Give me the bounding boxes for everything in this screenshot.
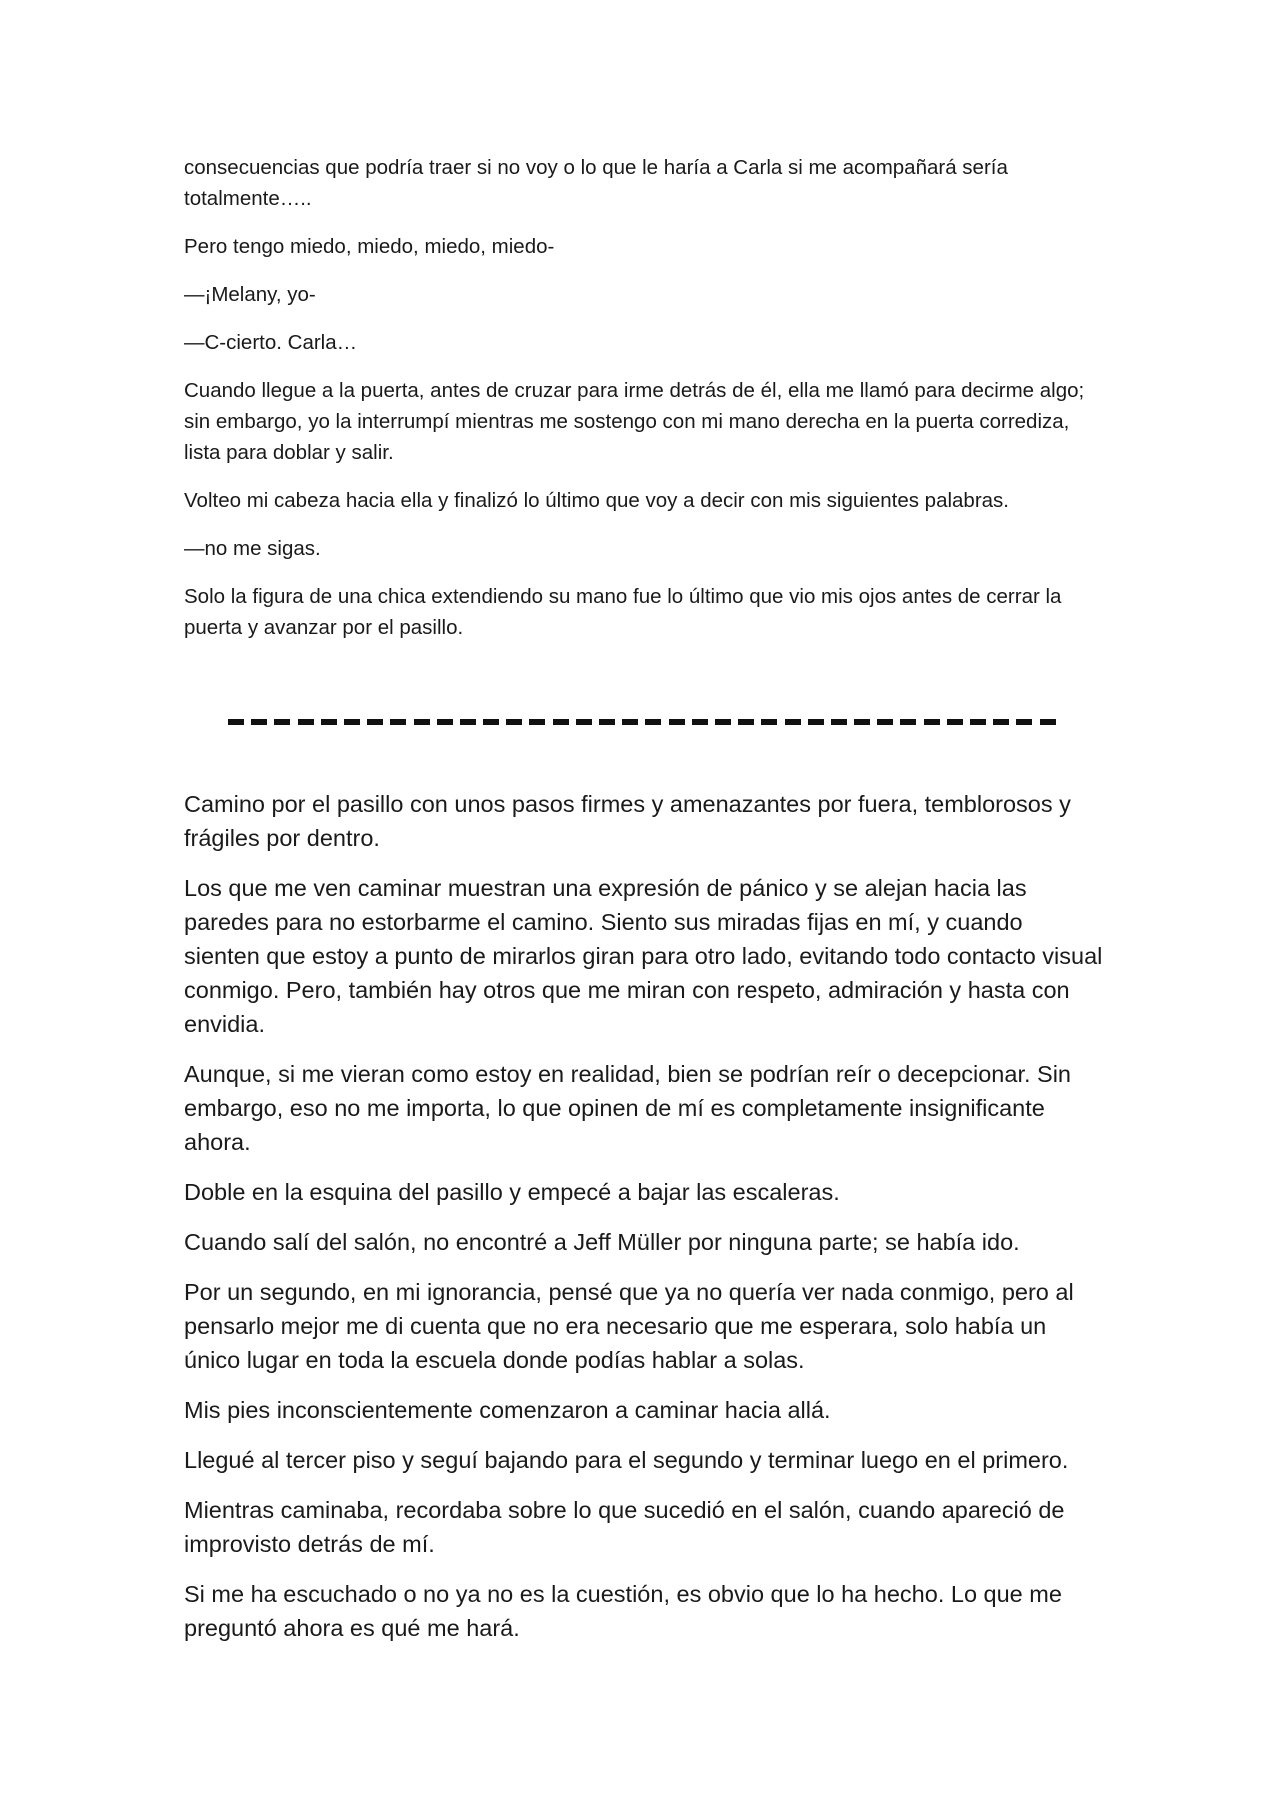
paragraph: Solo la figura de una chica extendiendo su mano fue lo último que vio mis ojos antes de cerrar la puerta y avanzar por el pasillo. xyxy=(184,585,1062,639)
divider-dash xyxy=(529,719,545,725)
divider-dash xyxy=(228,719,244,725)
paragraph: consecuencias que podría traer si no voy o lo que le haría a Carla si me acompañará sería totalmente….. xyxy=(184,156,1008,210)
paragraph: Cuando salí del salón, no encontré a Jeff Müller por ninguna parte; se había ido. xyxy=(184,1229,1020,1255)
divider-dash xyxy=(506,719,522,725)
divider-dash xyxy=(460,719,476,725)
divider-dash xyxy=(576,719,592,725)
divider-dash xyxy=(669,719,685,725)
paragraph: Llegué al tercer piso y seguí bajando para el segundo y terminar luego en el primero. xyxy=(184,1447,1069,1473)
paragraph: —no me sigas. xyxy=(184,537,321,560)
divider-dash xyxy=(1016,719,1032,725)
divider-dash xyxy=(831,719,847,725)
section-divider xyxy=(228,707,1056,737)
divider-dash xyxy=(599,719,615,725)
paragraph: Pero tengo miedo, miedo, miedo, miedo- xyxy=(184,235,555,258)
divider-dash xyxy=(738,719,754,725)
divider-dash xyxy=(437,719,453,725)
paragraph: Los que me ven caminar muestran una expresión de pánico y se alejan hacia las paredes para no estorbarme el camino. Siento sus miradas fijas en mí, y cuando sienten que estoy a punto de mirarlos giran para otro lado, evitando todo contacto visual conmigo. Pero, también hay otros que me miran con respeto, admiración y hasta con envidia. xyxy=(184,875,1103,1037)
divider-dash xyxy=(947,719,963,725)
paragraph: Mientras caminaba, recordaba sobre lo que sucedió en el salón, cuando apareció de improvisto detrás de mí. xyxy=(184,1497,1065,1557)
divider-dash xyxy=(924,719,940,725)
divider-dash xyxy=(854,719,870,725)
divider-dash xyxy=(808,719,824,725)
divider-dash xyxy=(645,719,661,725)
divider-dash xyxy=(785,719,801,725)
divider-dash xyxy=(622,719,638,725)
paragraph: —¡Melany, yo- xyxy=(184,283,316,306)
text-section-top xyxy=(184,152,1104,660)
divider-dash xyxy=(761,719,777,725)
paragraph: Mis pies inconscientemente comenzaron a caminar hacia allá. xyxy=(184,1397,831,1423)
divider-dash xyxy=(993,719,1009,725)
divider-dash xyxy=(877,719,893,725)
paragraph: Volteo mi cabeza hacia ella y finalizó lo último que voy a decir con mis siguientes palabras. xyxy=(184,489,1009,512)
divider-dash xyxy=(715,719,731,725)
divider-dash xyxy=(900,719,916,725)
paragraph: Camino por el pasillo con unos pasos firmes y amenazantes por fuera, temblorosos y frágiles por dentro. xyxy=(184,791,1071,851)
paragraph: Por un segundo, en mi ignorancia, pensé que ya no quería ver nada conmigo, pero al pensarlo mejor me di cuenta que no era necesario que me esperara, solo había un único lugar en toda la escuela donde podías hablar a solas. xyxy=(184,1279,1074,1373)
paragraph: Cuando llegue a la puerta, antes de cruzar para irme detrás de él, ella me llamó para decirme algo; sin embargo, yo la interrumpí mientras me sostengo con mi mano derecha en la puerta corrediza, lista para doblar y salir. xyxy=(184,379,1085,464)
divider-dash xyxy=(483,719,499,725)
divider-dash xyxy=(367,719,383,725)
paragraph: —C-cierto. Carla… xyxy=(184,331,358,354)
paragraph: Doble en la esquina del pasillo y empecé a bajar las escaleras. xyxy=(184,1179,840,1205)
divider-dash xyxy=(251,719,267,725)
divider-dash xyxy=(414,719,430,725)
divider-dash xyxy=(970,719,986,725)
text-section-bottom xyxy=(184,787,1104,1661)
divider-dash xyxy=(274,719,290,725)
divider-dash xyxy=(390,719,406,725)
divider-dash xyxy=(692,719,708,725)
paragraph: Si me ha escuchado o no ya no es la cuestión, es obvio que lo ha hecho. Lo que me preguntó ahora es qué me hará. xyxy=(184,1581,1062,1641)
paragraph: Aunque, si me vieran como estoy en realidad, bien se podrían reír o decepcionar. Sin embargo, eso no me importa, lo que opinen de mí es completamente insignificante ahora. xyxy=(184,1061,1071,1155)
divider-dash xyxy=(298,719,314,725)
divider-dash xyxy=(321,719,337,725)
divider-dash xyxy=(553,719,569,725)
divider-dash xyxy=(344,719,360,725)
divider-dash xyxy=(1040,719,1056,725)
